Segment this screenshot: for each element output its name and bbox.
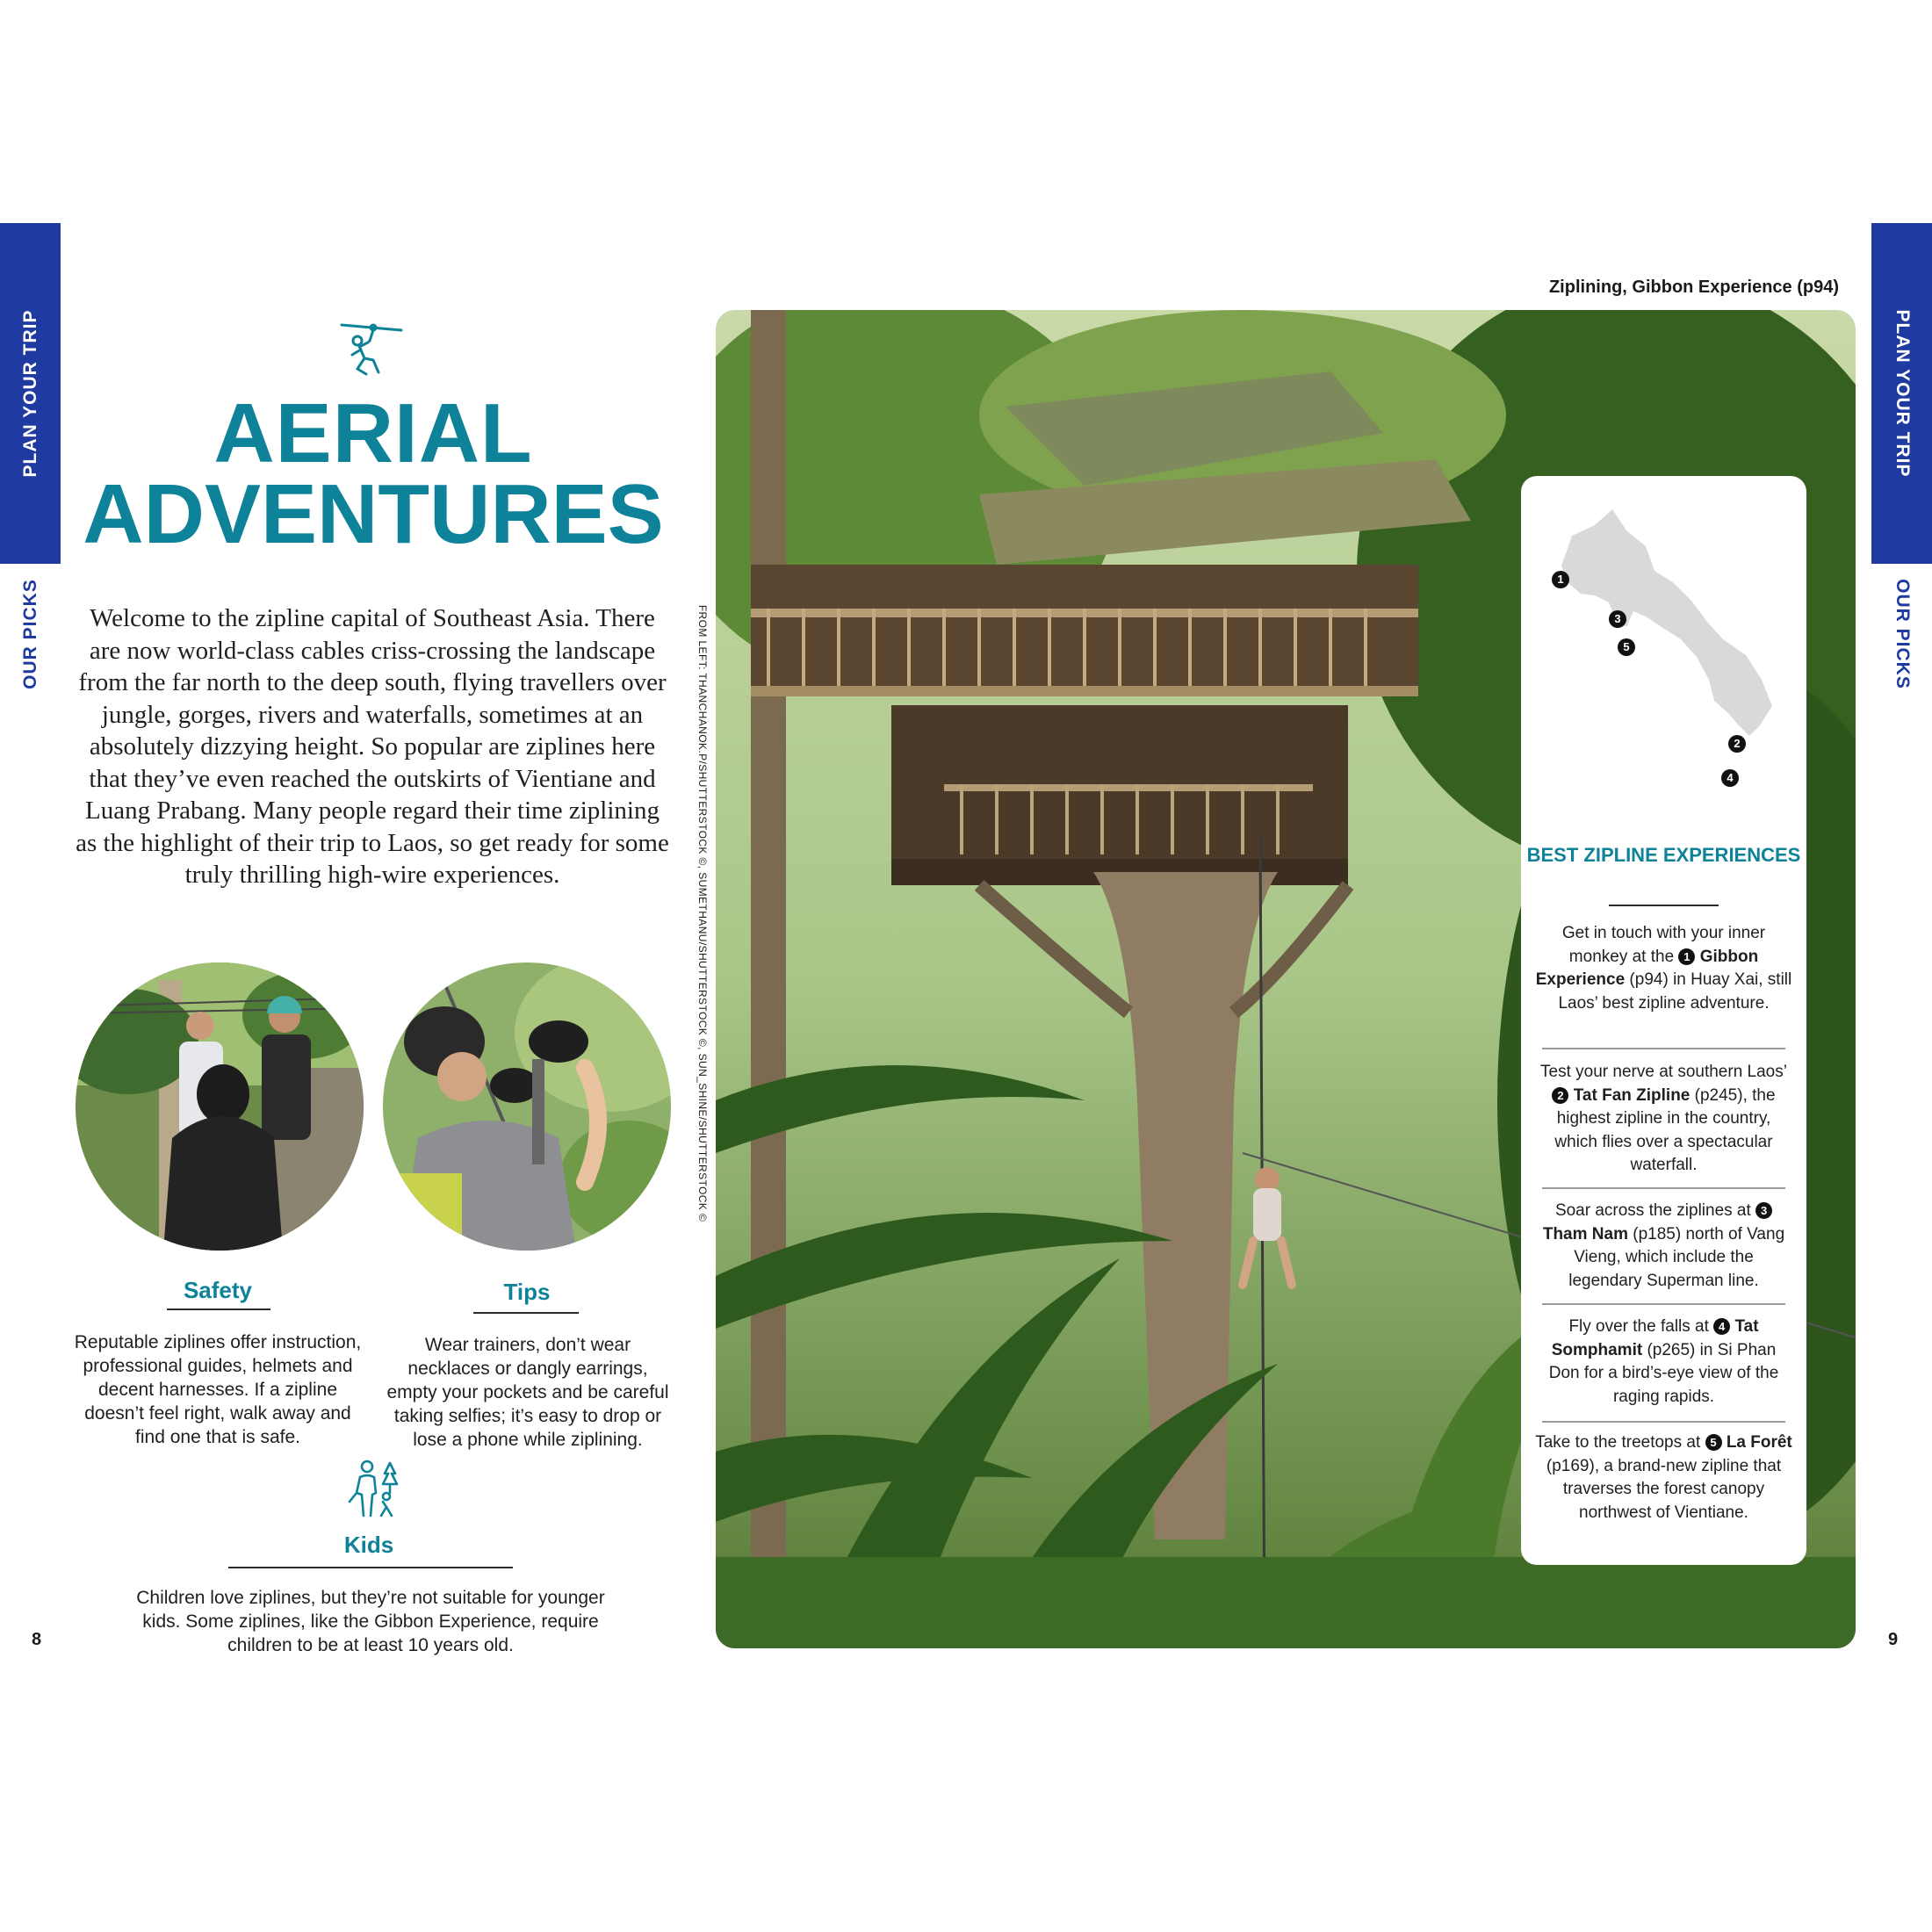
tips-heading: Tips [503, 1279, 551, 1305]
tips-photo [383, 962, 671, 1251]
photo-credit: FROM LEFT: THANCHANOK.P/SHUTTERSTOCK ©, SUMETHANU/SHUTTERSTOCK ©, SUN_SHINE/SHUTTERSTOCK © [696, 604, 709, 1222]
page-number-left: 8 [32, 1630, 42, 1649]
entry-number: 1 [1678, 948, 1695, 965]
entry-3: Soar across the ziplines at 3 Tham Nam (p185) north of Vang Vieng, which include the legendary Superman line. [1542, 1201, 1785, 1290]
card-title-divider [1609, 905, 1719, 906]
side-tab-left [0, 223, 61, 564]
tips-text: Wear trainers, don’t wear necklaces or dangly earrings, empty your pockets and be careful taking selfies; it’s easy to drop or lose a phone while ziplining. [386, 1335, 669, 1450]
entry-number: 2 [1552, 1087, 1568, 1104]
map-marker-4: 4 [1721, 769, 1739, 787]
intro-paragraph: Welcome to the zipline capital of Southeast Asia. There are now world-class cables criss-crossing the landscape from the far north to the deep south, flying travellers over jungle, gorges, rivers and waterfalls, sometimes at an absolutely dizzying height. So popular are ziplines here that they’ve even reached the outskirts of Vientiane and Luang Prabang. Many people regard their time ziplining as the highlight of their trip to Laos, so get ready for some truly thrilling high-wire experiences. [76, 604, 669, 889]
kids-divider [228, 1567, 513, 1568]
safety-photo [76, 962, 364, 1251]
side-tab-right [1871, 223, 1932, 564]
best-zipline-card [1521, 476, 1806, 1565]
family-tree-icon [346, 1458, 402, 1519]
side-tab-label: PLAN YOUR TRIP [1892, 309, 1913, 478]
side-subtab-left [0, 564, 61, 704]
map-marker-1: 1 [1552, 571, 1569, 588]
page-title [70, 386, 676, 561]
tips-divider [473, 1312, 579, 1314]
entry-number: 4 [1713, 1318, 1730, 1335]
entry-name: Gibbon Experience [1535, 947, 1759, 989]
entry-1: Get in touch with your inner monkey at the 1 Gibbon Experience (p94) in Huay Xai, still Laos’ best zipline adventure. [1535, 924, 1792, 1013]
map-marker-5: 5 [1618, 638, 1635, 656]
entry-divider [1542, 1048, 1785, 1049]
side-tab-label: PLAN YOUR TRIP [19, 309, 40, 478]
page-title-line1: AERIAL [213, 386, 533, 480]
page-title-line2: ADVENTURES [83, 467, 664, 561]
photo-caption: Ziplining, Gibbon Experience (p94) [1548, 278, 1839, 297]
map-marker-3: 3 [1609, 610, 1626, 628]
safety-heading: Safety [183, 1277, 253, 1303]
safety-divider [167, 1308, 270, 1310]
entry-2: Test your nerve at southern Laos’ 2 Tat Fan Zipline (p245), the highest zipline in the country, which flies over a spectacular waterfall. [1540, 1063, 1787, 1174]
entry-name: La Forêt [1726, 1433, 1792, 1452]
entry-name: Tat Fan Zipline [1573, 1085, 1690, 1105]
kids-text: Children love ziplines, but they’re not suitable for younger kids. Some ziplines, like the Gibbon Experience, require children to be at least 10 years old. [136, 1588, 605, 1655]
entry-divider [1542, 1187, 1785, 1189]
kids-heading: Kids [343, 1532, 394, 1558]
side-subtab-label: OUR PICKS [19, 579, 40, 689]
map-marker-2: 2 [1728, 735, 1746, 753]
page-number-right: 9 [1888, 1630, 1899, 1649]
entry-number: 5 [1705, 1434, 1722, 1451]
entry-divider [1542, 1421, 1785, 1423]
side-subtab-label: OUR PICKS [1892, 579, 1913, 689]
entry-4: Fly over the falls at 4 Tat Somphamit (p265) in Si Phan Don for a bird’s-eye view of the raging rapids. [1548, 1317, 1779, 1406]
entry-number: 3 [1755, 1202, 1772, 1219]
laos-map [1542, 508, 1788, 771]
entry-name: Tat Somphamit [1551, 1317, 1759, 1359]
safety-text: Reputable ziplines offer instruction, professional guides, helmets and decent harnesses. If a zipline doesn’t feel right, walk away and find one that is safe. [74, 1332, 362, 1447]
zipline-person-icon [338, 318, 405, 381]
entry-name: Tham Nam [1542, 1224, 1628, 1244]
card-title: BEST ZIPLINE EXPERIENCES [1526, 844, 1801, 866]
entry-divider [1542, 1303, 1785, 1305]
side-subtab-right [1871, 564, 1932, 704]
entry-5: Take to the treetops at 5 La Forêt (p169), a brand-new zipline that traverses the forest canopy northwest of Vientiane. [1535, 1433, 1792, 1522]
